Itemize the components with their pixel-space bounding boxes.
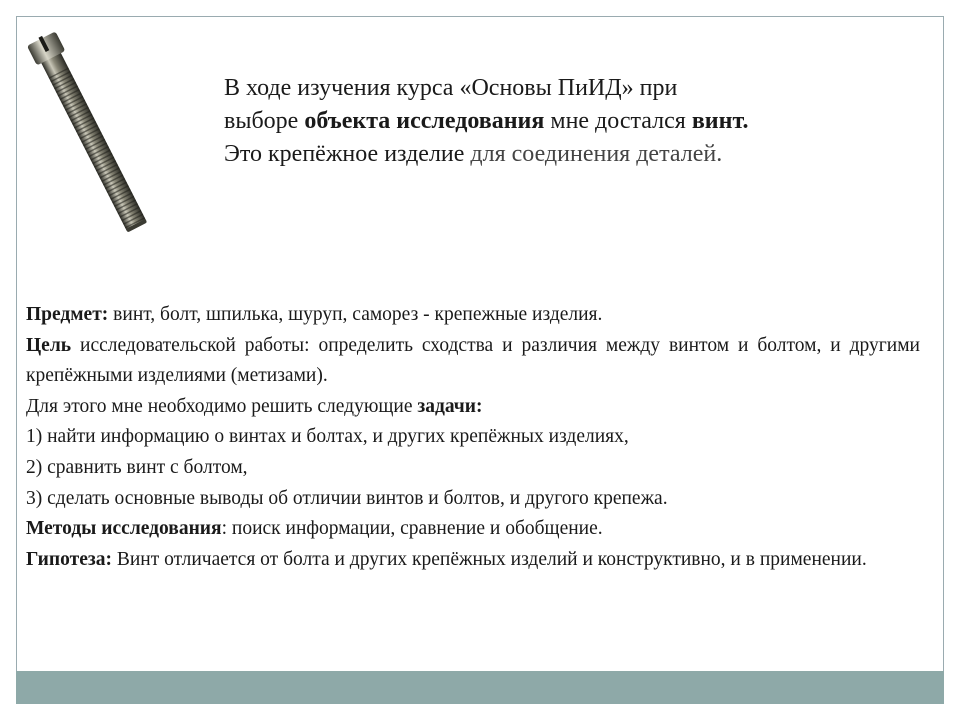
intro-line-3-b: для соединения деталей. [470,141,723,168]
intro-line-2 [224,105,924,138]
research-object-emphasis: объекта исследования [304,108,545,135]
subject-label: Предмет: [26,304,109,325]
methods-text: : поиск информации, сравнение и обобщение. [221,518,603,540]
goal-paragraph [26,331,920,392]
hypothesis-paragraph [26,545,920,576]
intro-paragraph [224,72,924,171]
methods-paragraph [26,514,920,545]
intro-line-3-a: Это крепёжное изделие [224,141,471,168]
goal-text: исследовательской работы: определить сходства и различия между винтом и болтом, и другими крепёжными изделиями (метизами). [26,334,920,387]
task-item-1: 1) найти информацию о винтах и болтах, и других крепёжных изделиях, [26,426,629,448]
screw-emphasis: винт. [691,108,749,135]
intro-line-2-mid: мне достался [544,108,692,135]
task-item-3: 3) сделать основные выводы об отличии винтов и болтов, и другого крепежа. [26,487,668,509]
task-item-2: 2) сравнить винт с болтом, [26,457,248,479]
tasks-intro-text: Для этого мне необходимо решить следующие [26,395,418,417]
hypothesis-text: Винт отличается от болта и других крепёжных изделий и конструктивно, и в применении. [111,548,867,570]
goal-label: Цель [26,334,72,356]
subject-text: винт, болт, шпилька, шуруп, саморез - крепежные изделия. [108,304,603,325]
intro-line-1: В ходе изучения курса «Основы ПиИД» при [224,75,678,101]
intro-line-2-pre: выборе [224,108,305,135]
tasks-label: задачи: [417,395,483,417]
tasks-intro-paragraph [26,392,920,423]
subject-paragraph [26,300,920,331]
hypothesis-label: Гипотеза: [26,548,112,570]
content-block [26,300,920,575]
intro-line-3 [224,138,924,171]
screw-icon [14,22,224,252]
methods-label: Методы исследования [26,518,222,540]
bottom-color-band [16,671,944,704]
